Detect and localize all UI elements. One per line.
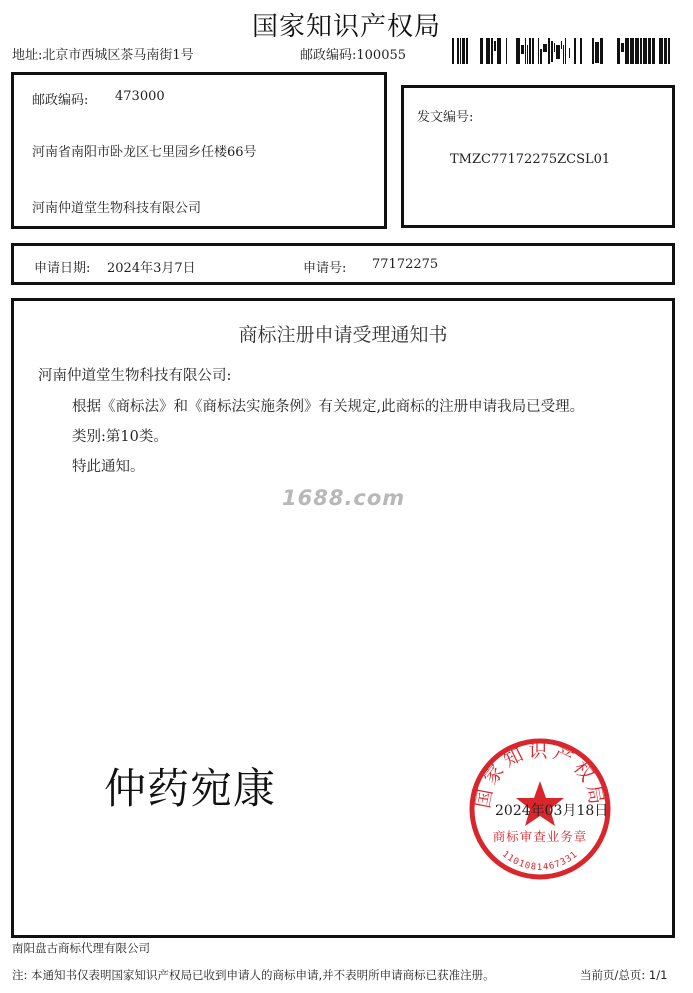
watermark: 1688.com <box>282 486 406 510</box>
barcode-bar <box>480 38 483 64</box>
barcode-bar <box>659 38 663 64</box>
agent-name: 南阳盘古商标代理有限公司 <box>12 941 150 955</box>
barcode-bar <box>643 38 647 64</box>
barcode-bar <box>563 45 564 64</box>
barcode-bar <box>525 38 526 64</box>
application-date-label: 申请日期: <box>34 261 91 276</box>
barcode-bar <box>621 43 624 52</box>
barcode-bar <box>561 41 562 49</box>
barcode-bar <box>664 38 667 64</box>
barcode-bar <box>592 38 594 64</box>
barcode-bar <box>652 38 655 64</box>
barcode-bar <box>600 38 603 64</box>
application-number: 77172275 <box>372 257 439 272</box>
barcode-bar <box>527 45 528 64</box>
barcode-bar <box>506 38 507 64</box>
barcode-bar <box>648 38 651 64</box>
barcode-bar <box>457 38 459 64</box>
barcode-bar <box>569 48 570 58</box>
seal-code: 1101081467331 <box>499 849 581 873</box>
barcode-bar <box>635 38 639 64</box>
seal-arc-text: 国家知识产权局 <box>472 740 608 810</box>
barcode-bar <box>460 38 461 64</box>
office-title: 国家知识产权局 <box>251 12 441 42</box>
application-number-label: 申请号: <box>303 261 347 276</box>
notice-closing: 特此通知。 <box>72 459 145 475</box>
barcode-bar <box>580 38 582 64</box>
dispatch-number: TMZC77172275ZCSL01 <box>450 152 611 167</box>
barcode-bar <box>529 38 531 64</box>
application-date: 2024年3月7日 <box>107 261 196 276</box>
trademark-name: 仲药宛康 <box>104 764 277 813</box>
notice-body: 根据《商标法》和《商标法实施条例》有关规定,此商标的注册申请我局已受理。 <box>72 399 585 415</box>
dispatch-box <box>401 85 675 228</box>
notice-salutation: 河南仲道堂生物科技有限公司: <box>38 368 232 384</box>
barcode-bar <box>466 38 468 64</box>
barcode-bar <box>556 45 560 59</box>
barcode-bar <box>540 49 542 64</box>
office-address: 地址:北京市西城区茶马南街1号 <box>12 48 194 63</box>
barcode-bar <box>548 38 550 64</box>
recipient-name: 河南仲道堂生物科技有限公司 <box>32 201 202 216</box>
barcode-bar <box>452 38 454 64</box>
barcode-bar <box>551 41 553 62</box>
seal-date: 2024年03月18日 <box>495 803 609 819</box>
footer-note: 注: 本通知书仅表明国家知识产权局已收到申请人的商标申请,并不表明所申请商标已获准注册。 <box>12 968 495 982</box>
barcode-bar <box>543 44 547 52</box>
notice-title: 商标注册申请受理通知书 <box>238 324 448 346</box>
barcode-bar <box>574 38 576 64</box>
barcode-bar <box>494 41 496 51</box>
recipient-address: 河南省南阳市卧龙区七里园乡任楼66号 <box>32 145 257 160</box>
barcode-bar <box>595 42 599 63</box>
barcode-bar <box>462 38 465 64</box>
barcode-image <box>452 38 670 64</box>
barcode-bar <box>532 38 534 64</box>
barcode-bar <box>625 38 629 64</box>
barcode-bar <box>491 38 493 64</box>
recipient-postcode: 473000 <box>115 89 165 104</box>
seal-inner-text: 商标审查业务章 <box>492 829 588 844</box>
barcode-bar <box>538 38 539 64</box>
recipient-box <box>11 72 387 229</box>
barcode-bar <box>617 38 620 64</box>
barcode-bar <box>668 38 670 64</box>
barcode-bar <box>486 38 490 64</box>
barcode-bar <box>565 38 566 64</box>
recipient-postcode-label: 邮政编码: <box>32 93 89 108</box>
barcode-bar <box>497 38 501 64</box>
notice-category: 类别:第10类。 <box>72 429 168 445</box>
barcode-bar <box>630 38 634 64</box>
dispatch-label: 发文编号: <box>417 110 474 125</box>
barcode-bar <box>521 45 524 54</box>
barcode-bar <box>516 38 520 64</box>
office-postcode: 邮政编码:100055 <box>300 48 407 63</box>
page-indicator: 当前页/总页: 1/1 <box>580 968 668 982</box>
barcode-bar <box>554 43 555 52</box>
barcode-bar <box>640 38 642 64</box>
application-box <box>11 243 675 285</box>
